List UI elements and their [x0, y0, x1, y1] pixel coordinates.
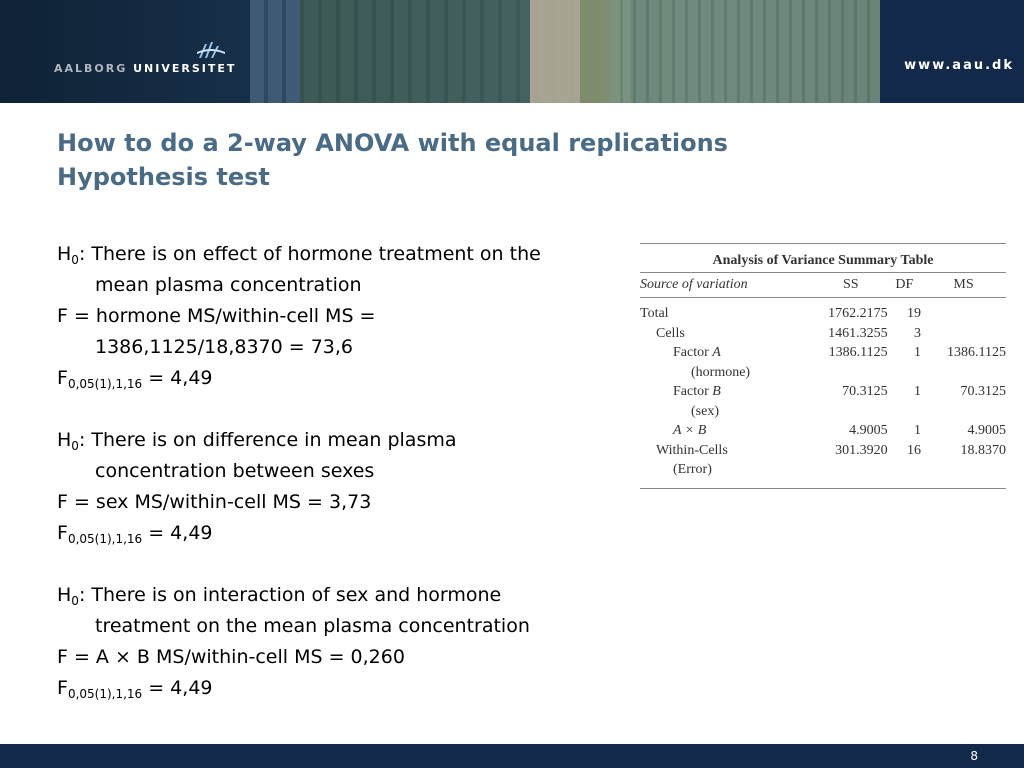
f-statistic-hormone: F = hormone MS/within-cell MS = [57, 305, 376, 327]
table-row: Total 1762.2175 19 [640, 298, 1006, 324]
slide-title [57, 126, 817, 194]
header-banner [0, 0, 1024, 103]
table-row: Cells 1461.3255 3 [656, 325, 922, 341]
slide-subtitle: Hypothesis test [57, 163, 270, 191]
table-row: (Error) [673, 462, 712, 477]
f-statistic-interaction: F = A × B MS/within-cell MS = 0,260 [57, 646, 405, 668]
table-row: (hormone) [691, 364, 751, 380]
logo-text-universitet: UNIVERSITET [133, 62, 237, 75]
critical-value-interaction: $F_{0,05(1),1,16} = 4,49$ [57, 677, 213, 701]
hypothesis-interaction-cont: treatment on the mean plasma concentration [95, 615, 530, 637]
slide-title-line1: How to do a 2-way ANOVA with equal replications [57, 129, 728, 157]
spacer [57, 549, 617, 580]
university-logo-icon [197, 40, 225, 60]
hypothesis-hormone: $H_0$: There is on effect of hormone treatment on the [57, 243, 541, 267]
university-logo-text [54, 62, 236, 76]
footer-bar [0, 744, 1024, 768]
hypothesis-sex-cont: concentration between sexes [95, 460, 375, 482]
critical-value-sex: $F_{0,05(1),1,16} = 4,49$ [57, 522, 213, 546]
banner-shade [880, 0, 1024, 103]
table-row: Within-Cells 301.3920 16 18.8370 [656, 442, 1006, 458]
table-row: Factor B 70.3125 1 70.3125 [673, 384, 1006, 399]
table-row: Factor A 1386.1125 1 1386.1125 [673, 345, 1006, 360]
f-statistic-hormone-value: 1386,1125/18,8370 = 73,6 [95, 336, 354, 358]
anova-summary-table [640, 243, 1006, 489]
header-ss: SS [842, 277, 859, 292]
table-row: A × B 4.9005 1 4.9005 [673, 423, 1006, 438]
spacer [57, 394, 617, 425]
hypothesis-hormone-cont: mean plasma concentration [95, 274, 362, 296]
banner-photo-greenery [580, 0, 880, 103]
hypothesis-sex: $H_0$: There is on difference in mean plasma [57, 429, 457, 453]
site-url[interactable]: www.aau.dk [904, 58, 1014, 73]
page-number: 8 [970, 749, 978, 763]
table-top-rule [640, 243, 1006, 244]
table-bottom-rule [640, 488, 1006, 489]
header-df: DF [895, 277, 914, 292]
table-header-row [640, 273, 1006, 298]
hypothesis-interaction: $H_0$: There is on interaction of sex and hormone [57, 584, 502, 608]
anova-table [640, 272, 1006, 480]
header-ms: MS [953, 277, 974, 292]
header-source: Source of variation [640, 277, 748, 292]
slide-body [57, 239, 617, 704]
table-caption: Analysis of Variance Summary Table [712, 253, 934, 268]
table-row: (sex) [691, 403, 719, 419]
f-statistic-sex: F = sex MS/within-cell MS = 3,73 [57, 491, 372, 513]
critical-value-hormone: $F_{0,05(1),1,16} = 4,49$ [57, 367, 213, 391]
logo-text-aalborg: AALBORG [54, 62, 128, 75]
